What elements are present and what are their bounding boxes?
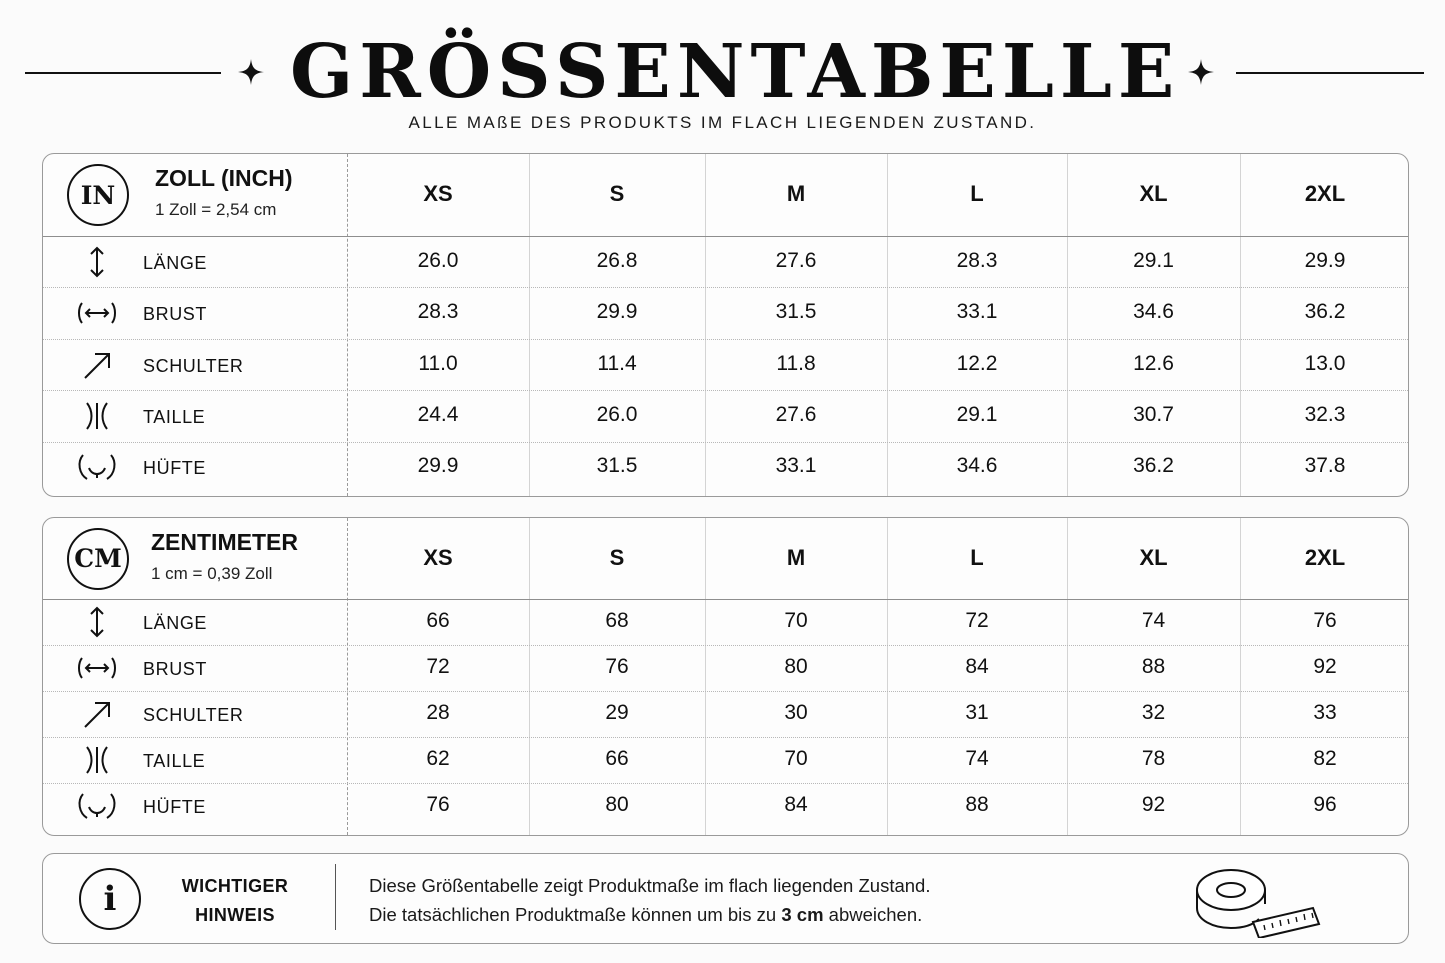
table-cell: 31 <box>965 701 989 724</box>
table-cell: 84 <box>965 655 989 678</box>
table-cell: 31.5 <box>775 300 817 324</box>
table-cell: 66 <box>605 747 629 770</box>
table-cell: 29.1 <box>1133 248 1174 272</box>
unit-conversion: 1 Zoll = 2,54 cm <box>155 200 277 219</box>
table-cell: 80 <box>784 655 808 678</box>
note-heading-line2: HINWEIS <box>195 905 275 925</box>
table-cell: 11.4 <box>597 351 637 375</box>
table-cell: 34.6 <box>956 454 998 478</box>
table-cell: 28.3 <box>956 248 998 272</box>
note-line2-suffix: abweichen. <box>823 904 923 925</box>
measure-label: HÜFTE <box>143 797 206 817</box>
measure-label: TAILLE <box>143 751 206 771</box>
table-cell: 92 <box>1313 655 1337 678</box>
hip-icon <box>77 450 117 484</box>
measure-label: LÄNGE <box>143 613 208 633</box>
size-header-xl: XL <box>1139 544 1168 570</box>
cm-size-table <box>42 517 1409 836</box>
chest-width-icon <box>77 651 117 685</box>
row-divider <box>43 645 1408 646</box>
measure-label: SCHULTER <box>143 355 244 376</box>
measure-label: LÄNGE <box>143 252 208 273</box>
size-header-s: S <box>609 544 625 570</box>
shoulder-arrow-icon <box>77 348 117 382</box>
note-heading-line1: WICHTIGER <box>181 876 289 896</box>
header-divider <box>43 599 1408 600</box>
chest-width-icon <box>77 296 117 330</box>
size-header-xs: XS <box>423 181 453 206</box>
info-icon: i <box>79 868 141 930</box>
header <box>0 22 1445 122</box>
header-divider <box>43 236 1408 237</box>
measuring-tape-icon <box>1193 862 1325 938</box>
table-cell: 31.5 <box>596 454 638 478</box>
measure-label: SCHULTER <box>143 705 244 725</box>
table-cell: 76 <box>1313 609 1337 632</box>
size-header-l: L <box>970 544 984 570</box>
note-heading <box>163 872 307 930</box>
table-cell: 72 <box>426 655 450 678</box>
note-line1: Diese Größentabelle zeigt Produktmaße im flach liegenden Zustand. <box>369 875 931 896</box>
table-cell: 28 <box>426 701 450 724</box>
table-cell: 88 <box>965 793 989 816</box>
table-cell: 11.0 <box>418 351 458 375</box>
table-cell: 29.1 <box>956 402 998 426</box>
table-cell: 34.6 <box>1133 300 1174 324</box>
table-cell: 88 <box>1141 655 1166 678</box>
table-cell: 70 <box>784 747 808 770</box>
note-line2-bold: 3 cm <box>781 904 824 925</box>
note-line2-prefix: Die tatsächlichen Produktmaße können um bis zu <box>369 904 782 925</box>
table-cell: 12.6 <box>1133 351 1174 375</box>
table-cell: 68 <box>605 609 629 632</box>
table-cell: 28.3 <box>417 300 459 324</box>
note-divider <box>335 864 336 930</box>
table-cell: 33.1 <box>956 300 998 324</box>
table-cell: 66 <box>426 609 450 632</box>
size-header-m: M <box>786 544 806 570</box>
table-cell: 30.7 <box>1133 402 1174 426</box>
table-cell: 12.2 <box>956 351 998 375</box>
table-cell: 36.2 <box>1133 454 1174 478</box>
table-cell: 84 <box>784 793 808 816</box>
sparkle-icon <box>1188 59 1214 85</box>
table-cell: 26.0 <box>596 402 638 426</box>
waist-icon <box>77 743 117 777</box>
table-cell: 80 <box>605 793 629 816</box>
table-cell: 26.0 <box>417 248 459 272</box>
size-header-xl: XL <box>1139 181 1168 206</box>
row-divider <box>43 442 1408 443</box>
table-cell: 76 <box>605 655 629 678</box>
table-cell: 36.2 <box>1304 300 1346 324</box>
table-cell: 78 <box>1141 747 1166 770</box>
title-rule-left <box>25 72 221 74</box>
table-cell: 33.1 <box>775 454 817 478</box>
measure-label: BRUST <box>143 304 208 325</box>
row-divider <box>43 737 1408 738</box>
unit-badge: IN <box>67 164 129 226</box>
hip-icon <box>77 789 117 823</box>
length-arrow-icon <box>77 605 117 639</box>
row-divider <box>43 339 1408 340</box>
table-cell: 11.8 <box>776 351 816 375</box>
size-header-s: S <box>609 181 625 206</box>
unit-conversion: 1 cm = 0,39 Zoll <box>151 563 273 583</box>
title-rule-right <box>1236 72 1424 74</box>
table-cell: 32 <box>1141 701 1166 724</box>
row-divider <box>43 691 1408 692</box>
table-cell: 30 <box>784 701 808 724</box>
unit-badge: CM <box>67 528 129 590</box>
unit-title: ZOLL (INCH) <box>155 165 293 191</box>
table-cell: 72 <box>965 609 989 632</box>
table-cell: 29.9 <box>596 300 638 324</box>
length-arrow-icon <box>77 245 117 279</box>
table-cell: 76 <box>426 793 450 816</box>
table-cell: 32.3 <box>1304 402 1346 426</box>
table-cell: 27.6 <box>775 402 817 426</box>
table-cell: 92 <box>1141 793 1166 816</box>
table-cell: 33 <box>1313 701 1337 724</box>
size-header-2xl: 2XL <box>1304 181 1346 206</box>
row-divider <box>43 390 1408 391</box>
table-cell: 27.6 <box>775 248 817 272</box>
important-note-panel <box>42 853 1409 944</box>
size-header-xs: XS <box>423 544 453 570</box>
size-header-m: M <box>786 181 806 206</box>
table-cell: 96 <box>1313 793 1337 816</box>
measure-label: TAILLE <box>143 406 206 427</box>
page-subtitle: ALLE MAßE DES PRODUKTS IM FLACH LIEGENDEN ZUSTAND. <box>408 113 1037 132</box>
unit-title: ZENTIMETER <box>151 528 298 555</box>
table-cell: 24.4 <box>417 402 459 426</box>
shoulder-arrow-icon <box>77 697 117 731</box>
page-title: GRÖSSENTABELLE <box>290 29 1181 115</box>
table-cell: 70 <box>784 609 808 632</box>
measure-label: HÜFTE <box>143 458 206 479</box>
table-cell: 29.9 <box>417 454 459 478</box>
sparkle-icon <box>238 59 264 85</box>
row-divider <box>43 287 1408 288</box>
table-cell: 37.8 <box>1304 454 1346 478</box>
inch-size-table <box>42 153 1409 497</box>
row-divider <box>43 783 1408 784</box>
table-cell: 82 <box>1313 747 1337 770</box>
size-header-l: L <box>970 181 984 206</box>
table-cell: 29.9 <box>1304 248 1346 272</box>
waist-icon <box>77 399 117 433</box>
note-line2 <box>369 900 930 929</box>
table-cell: 29 <box>605 701 629 724</box>
table-cell: 62 <box>426 747 450 770</box>
table-cell: 74 <box>965 747 989 770</box>
table-cell: 13.0 <box>1304 351 1346 375</box>
measure-label: BRUST <box>143 659 208 679</box>
note-text <box>369 871 930 929</box>
table-cell: 26.8 <box>596 248 638 272</box>
table-cell: 74 <box>1141 609 1166 632</box>
size-header-2xl: 2XL <box>1304 544 1346 570</box>
